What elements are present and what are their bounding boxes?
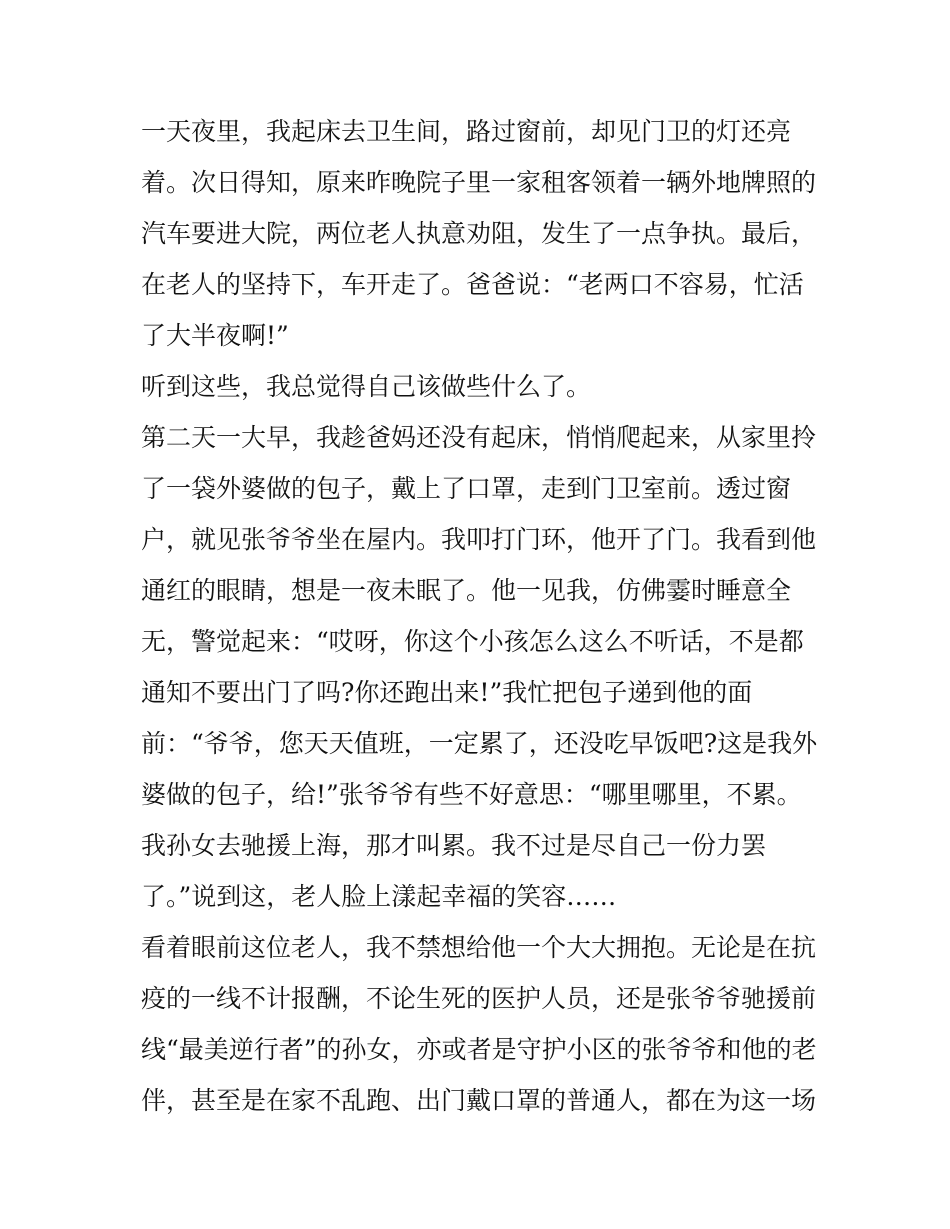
text-line: 第二天一大早，我趁爸妈还没有起床，悄悄爬起来，从家里拎 [141, 423, 817, 452]
text-line: 看着眼前这位老人，我不禁想给他一个大大拥抱。无论是在抗 [141, 933, 817, 962]
text-line: 我孙女去驰援上海，那才叫累。我不过是尽自己一份力罢 [141, 831, 767, 860]
text-line: 线“最美逆行者”的孙女，亦或者是守护小区的张爷爷和他的老 [141, 1035, 817, 1064]
text-line: 通红的眼睛，想是一夜未眠了。他一见我，仿佛霎时睡意全 [141, 576, 792, 605]
text-line: 一天夜里，我起床去卫生间，路过窗前，却见门卫的灯还亮 [141, 117, 792, 146]
text-line: 听到这些，我总觉得自己该做些什么了。 [141, 372, 592, 401]
text-line: 婆做的包子，给!”张爷爷有些不好意思：“哪里哪里，不累。 [141, 780, 802, 809]
text-line: 了大半夜啊!” [141, 321, 289, 350]
text-line: 在老人的坚持下，车开走了。爸爸说：“老两口不容易，忙活 [141, 270, 804, 299]
text-line: 着。次日得知，原来昨晚院子里一家租客领着一辆外地牌照的 [141, 168, 817, 197]
text-line: 通知不要出门了吗?你还跑出来!”我忙把包子递到他的面 [141, 678, 753, 707]
body-text [141, 106, 821, 1126]
text-line: 前：“爷爷，您天天值班，一定累了，还没吃早饭吧?这是我外 [141, 729, 818, 758]
text-line: 无，警觉起来：“哎呀，你这个小孩怎么这么不听话，不是都 [141, 627, 804, 656]
text-line: 户，就见张爷爷坐在屋内。我叩打门环，他开了门。我看到他 [141, 525, 817, 554]
text-line: 伴，甚至是在家不乱跑、出门戴口罩的普通人，都在为这一场 [141, 1086, 817, 1115]
text-line: 了一袋外婆做的包子，戴上了口罩，走到门卫室前。透过窗 [141, 474, 792, 503]
text-line: 了。”说到这，老人脸上漾起幸福的笑容…… [141, 882, 617, 911]
text-line: 疫的一线不计报酬，不论生死的医护人员，还是张爷爷驰援前 [141, 984, 817, 1013]
text-line: 汽车要进大院，两位老人执意劝阻，发生了一点争执。最后， [141, 219, 817, 248]
